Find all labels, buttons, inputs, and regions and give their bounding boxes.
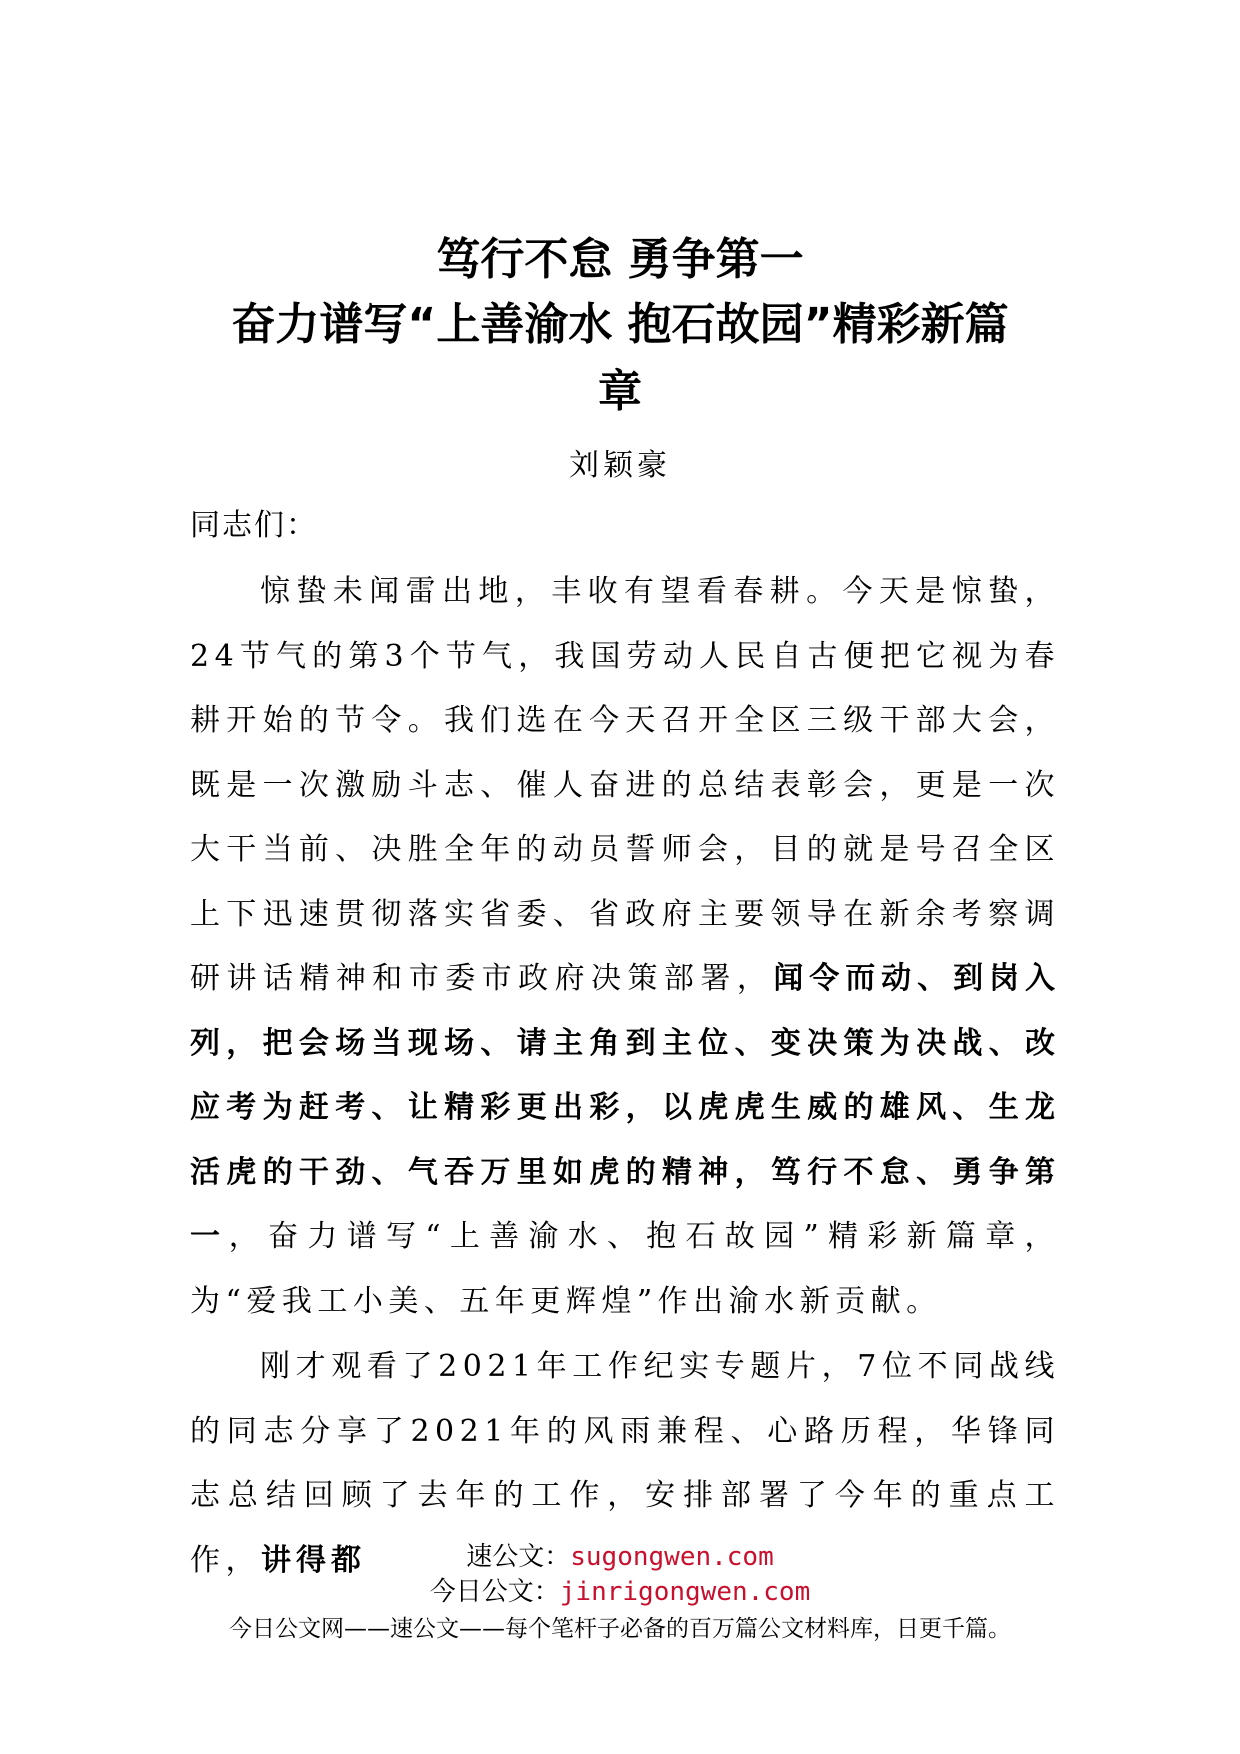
salutation: 同志们： [190,508,318,543]
paragraph-2-bold-text: 讲得都 [261,1542,366,1578]
footer-line-2 [0,1575,1240,1609]
footer-link-sugongwen[interactable]: sugongwen.com [570,1542,774,1572]
paragraph-1-text-b: ，奋力谱写“上善渝水、抱石故园”精彩新篇章，为“爱我工小美、五年更辉煌”作出渝水新贡献。 [190,1219,1060,1319]
author-name: 刘颖豪 [569,448,671,483]
paragraph-1-text-a: 惊蛰未闻雷出地，丰收有望看春耕。今天是惊蛰，24节气的第3个节气，我国劳动人民自古便把它视为春耕开始的节令。我们选在今天召开全区三级干部大会，既是一次激励斗志、催人奋进的总结表彰会，更是一次大干当前、决胜全年的动员誓师会，目的就是号召全区上下迅速贯彻落实省委、省政府主要领导在新余考察调研讲话精神和市委市政府决策部署， [190,574,1060,996]
title-line-1: 笃行不怠 勇争第一 [436,234,804,285]
title-line-3: 章 [598,366,642,417]
footer-label-2: 今日公文： [429,1577,560,1607]
footer-line-1 [0,1540,1240,1574]
paragraph-1-bold-text: 闻令而动、到岗入列，把会场当现场、请主角到主位、变决策为决战、改应考为赶考、让精彩更出彩，以虎虎生威的雄风、生龙活虎的干劲、气吞万里如虎的精神，笃行不怠、勇争第一 [190,961,1061,1254]
title-line-2: 奋力谱写“上善渝水 抱石故园”精彩新篇 [231,299,1009,350]
body-paragraph-1 [190,560,1060,1334]
paragraph-2-text-a: 刚才观看了2021年工作纪实专题片，7位不同战线的同志分享了2021年的风雨兼程、心路历程，华锋同志总结回顾了去年的工作，安排部署了今年的重点工作， [190,1349,1060,1578]
footer-tagline: 今日公文网——速公文——每个笔杆子必备的百万篇公文材料库，日更千篇。 [229,1616,1011,1642]
footer-label-1: 速公文： [466,1542,571,1572]
footer-link-jinrigongwen[interactable]: jinrigongwen.com [559,1577,811,1607]
